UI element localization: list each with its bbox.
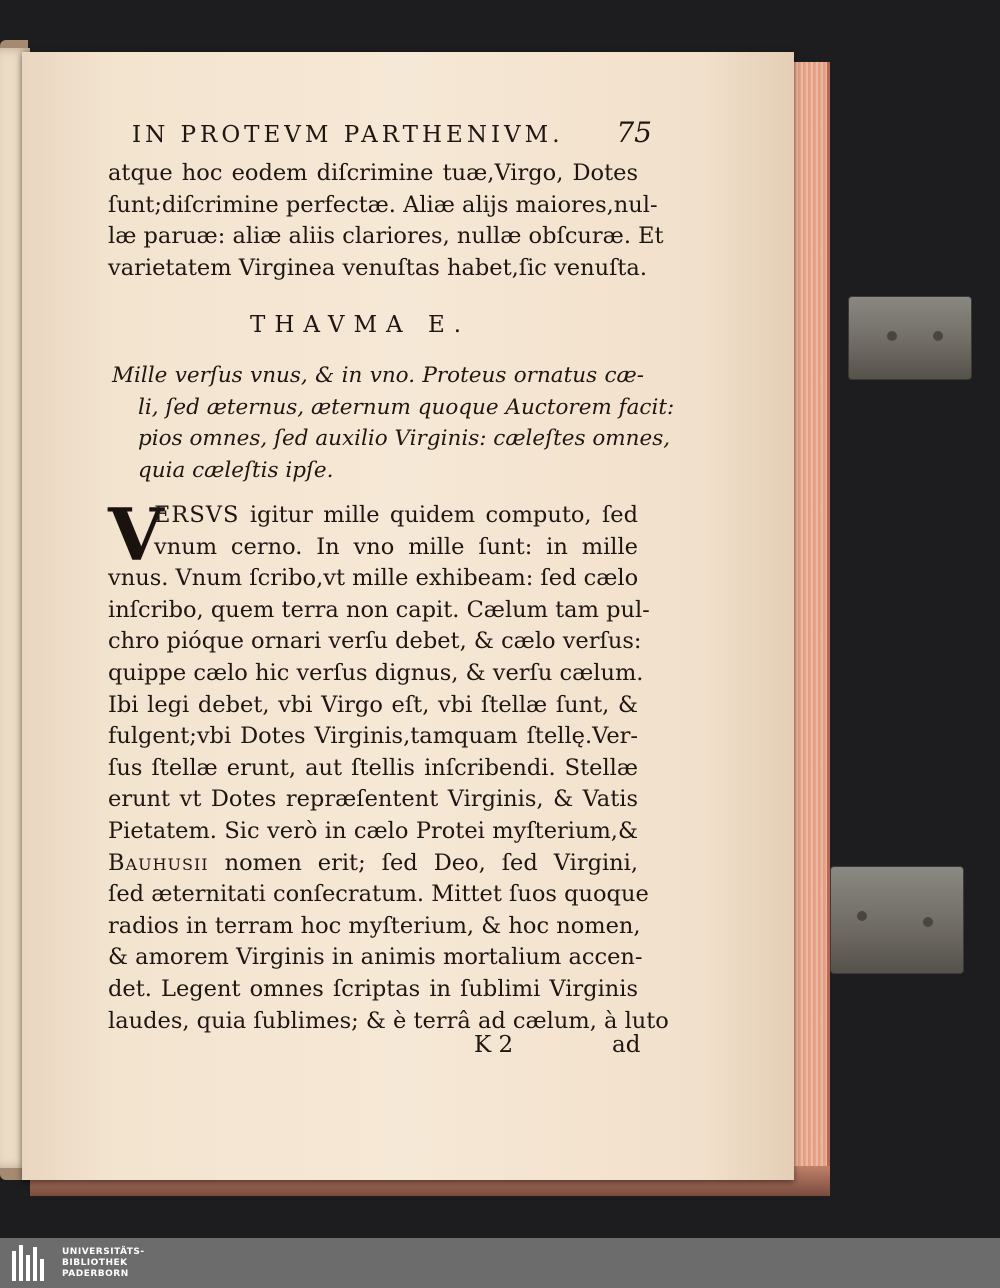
body-line-text: igitur mille quidem computo, ſed <box>249 502 638 528</box>
body-line: ſed æternitati conſecratum. Mittet ſuos quoque <box>108 881 649 908</box>
running-head-title: IN PROTEVM PARTHENIVM. <box>132 122 564 148</box>
catchword: ad <box>612 1032 641 1058</box>
text-line: ſunt;diſcrimine perfectæ. Aliæ alijs maiores,nul- <box>108 191 658 218</box>
library-footer <box>0 1238 1000 1288</box>
summary-line: pios omnes, ſed auxilio Virginis: cæleſtes omnes, <box>138 426 671 451</box>
body-line-text: nomen erit; ſed Deo, ſed Virgini, <box>224 849 639 876</box>
metal-clasp-lower <box>830 866 964 974</box>
summary-line: li, ſed æternus, æternum quoque Auctorem facit: <box>138 394 675 420</box>
text-line: atque hoc eodem diſcrimine tuæ,Virgo, Dotes <box>108 160 638 186</box>
logo-line: UNIVERSITÄTS- <box>62 1246 145 1257</box>
body-line: Pietatem. Sic verò in cælo Protei myſterium,& <box>108 817 638 844</box>
body-line: inſcribo, quem terra non capit. Cælum tam pul- <box>108 596 650 623</box>
page-number: 75 <box>616 116 652 149</box>
body-line: chro pióque ornari verſu debet, & cælo verſus: <box>108 628 642 655</box>
body-line: laudes, quia ſublimes; & è terrâ ad cælum, à luto <box>108 1007 669 1034</box>
body-line: & amorem Virginis in animis mortalium accen- <box>108 944 643 971</box>
logo-line: PADERBORN <box>62 1268 129 1279</box>
body-line: erunt vt Dotes repræſentent Virginis, & Vatis <box>108 786 638 813</box>
body-line: quippe cælo hic verſus dignus, & verſu cælum. <box>108 659 644 686</box>
section-heading: THAVMA E. <box>250 312 471 338</box>
library-logo-text <box>62 1247 145 1280</box>
body-line: fulgent;vbi Dotes Virginis,tamquam ſtellę.Ver- <box>108 723 638 750</box>
running-head <box>132 116 652 149</box>
drop-cap: V <box>108 492 164 577</box>
text-line: varietatem Virginea venuſtas habet,ſic venuſta. <box>108 254 648 281</box>
body-line <box>108 848 638 880</box>
text-line: læ paruæ: aliæ aliis clariores, nullæ obſcuræ. Et <box>108 223 664 249</box>
opening-paragraph <box>108 158 664 284</box>
signature-mark: K 2 <box>474 1032 514 1058</box>
author-name: Bauhusii <box>108 849 209 876</box>
body-text <box>108 492 669 1037</box>
first-word-rest: ERSVS <box>154 502 240 528</box>
metal-clasp-upper <box>848 296 972 380</box>
body-line: det. Legent omnes ſcriptas in ſublimi Virginis <box>108 975 638 1002</box>
summary-line: quia cæleſtis ipſe. <box>138 457 334 483</box>
italic-summary <box>112 360 675 486</box>
body-line: ſus ſtellæ erunt, aut ſtellis inſcribendi. Stellæ <box>108 754 638 781</box>
body-line <box>108 500 638 532</box>
body-line: vnum cerno. In vno mille ſunt: in mille <box>154 533 638 560</box>
logo-line: BIBLIOTHEK <box>62 1257 128 1268</box>
body-line: vnus. Vnum ſcribo,vt mille exhibeam: ſed cælo <box>108 565 639 592</box>
library-logo-icon <box>10 1243 50 1283</box>
body-line: Ibi legi debet, vbi Virgo eſt, vbi ſtellæ ſunt, & <box>108 691 638 718</box>
summary-line: Mille verſus vnus, & in vno. Proteus ornatus cæ- <box>112 363 644 388</box>
body-line: radios in terram hoc myſterium, & hoc nomen, <box>108 912 641 939</box>
